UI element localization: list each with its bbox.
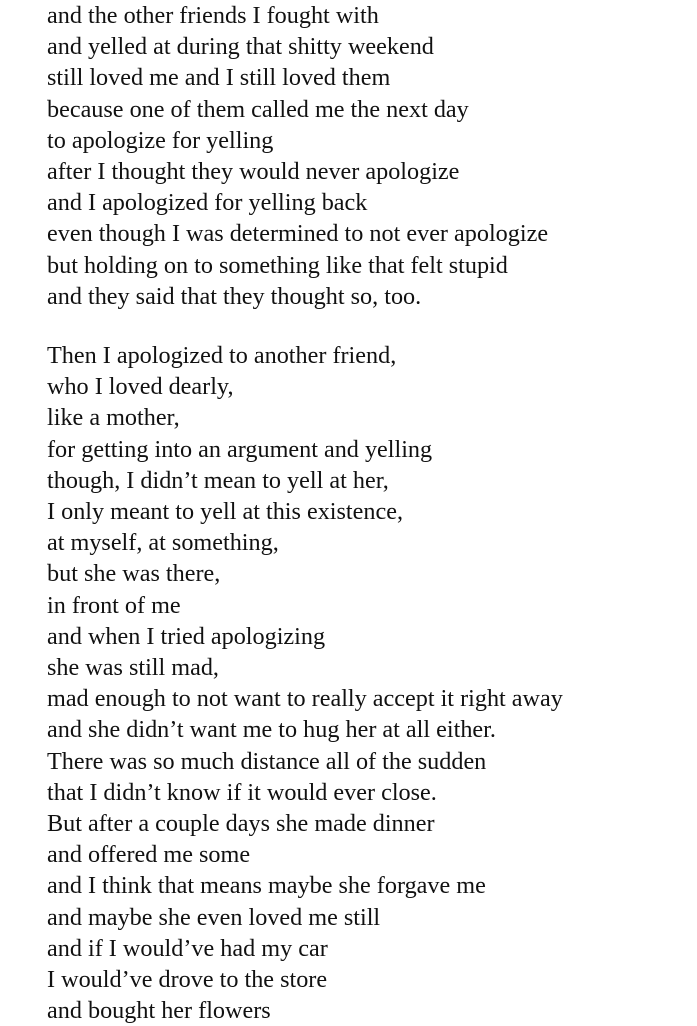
poem-line: because one of them called me the next day xyxy=(47,95,469,123)
poem-line: But after a couple days she made dinner xyxy=(47,810,435,838)
poem-line: and if I would’ve had my car xyxy=(47,934,328,962)
poem-line: like a mother, xyxy=(47,404,180,432)
poem-line: to apologize for yelling xyxy=(47,126,274,154)
poem-line: after I thought they would never apologize xyxy=(47,158,460,186)
poem-line: and I apologized for yelling back xyxy=(47,189,368,217)
poem-line: even though I was determined to not ever apologize xyxy=(47,220,549,248)
poem-line: in front of me xyxy=(47,591,181,619)
poem-line: and yelled at during that shitty weekend xyxy=(47,33,434,61)
poem-line: and offered me some xyxy=(47,841,251,869)
poem-line: that I didn’t know if it would ever close. xyxy=(47,778,437,806)
poem-line: but holding on to something like that felt stupid xyxy=(47,251,508,279)
poem-line: though, I didn’t mean to yell at her, xyxy=(47,466,389,494)
stanza-1 xyxy=(47,0,548,312)
poem-line: who I loved dearly, xyxy=(47,373,234,401)
poem-line: she was still mad, xyxy=(47,654,219,682)
poem-line: and when I tried apologizing xyxy=(47,622,326,650)
poem-line: I only meant to yell at this existence, xyxy=(47,498,403,526)
poem-line: and maybe she even loved me still xyxy=(47,903,381,931)
poem-line: mad enough to not want to really accept it right away xyxy=(47,685,563,713)
poem-line: but she was there, xyxy=(47,560,221,588)
poem-line: and I think that means maybe she forgave me xyxy=(47,872,486,900)
poem-line: and they said that they thought so, too. xyxy=(47,282,422,310)
poem-line: for getting into an argument and yelling xyxy=(47,435,433,463)
poem-line: and she didn’t want me to hug her at all either. xyxy=(47,716,496,744)
poem-line: I would’ve drove to the store xyxy=(47,966,328,994)
poem-line: Then I apologized to another friend, xyxy=(47,342,397,369)
poem-line: There was so much distance all of the sudden xyxy=(47,747,487,775)
stanza-2 xyxy=(47,340,563,1026)
poem-line: and bought her flowers xyxy=(47,997,271,1025)
poem-line: still loved me and I still loved them xyxy=(47,64,391,92)
poem-line: at myself, at something, xyxy=(47,529,279,557)
poem-line: and the other friends I fought with xyxy=(47,2,379,29)
